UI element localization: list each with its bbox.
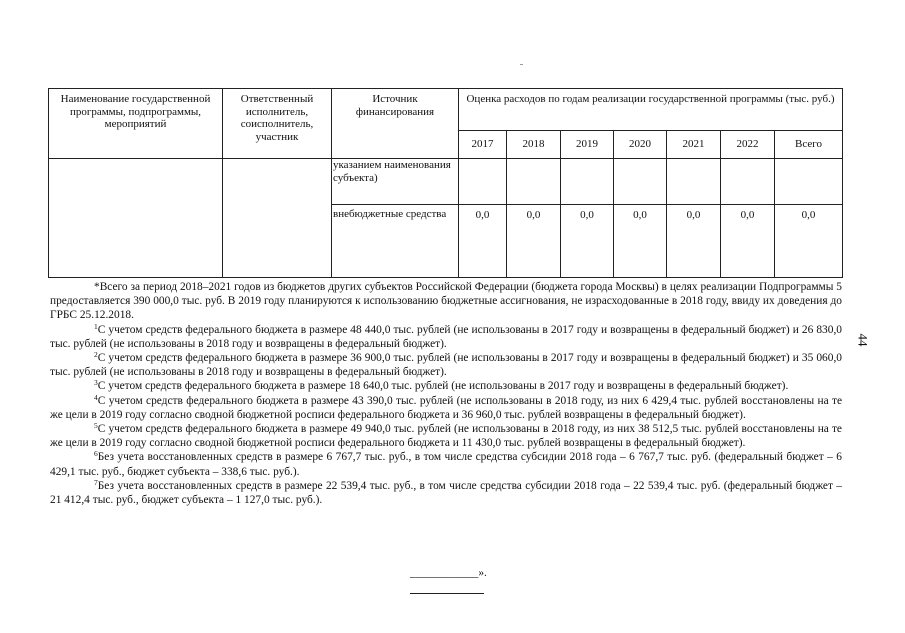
cell-value: 0,0	[459, 205, 507, 278]
header-source: Источник финансирования	[332, 89, 459, 159]
cell-value	[561, 159, 614, 205]
footnote-marker: 7	[94, 477, 98, 487]
footnote-marker: 5	[94, 421, 98, 431]
cell-value	[614, 159, 667, 205]
cell-value	[667, 159, 721, 205]
footnote-text: С учетом средств федерального бюджета в размере 49 940,0 тыс. рублей (не использованы в 2018 году, из них 38 512,5 тыс. рублей восстановлены на те же цели в 2019 году согласно сводной бюджетной росписи федерального бюджета и 11 430,0 тыс. рублей возвращены в федеральный бюджет).	[50, 423, 842, 450]
footnote	[50, 379, 842, 393]
footnote	[50, 450, 842, 478]
header-estimate: Оценка расходов по годам реализации государственной программы (тыс. руб.)	[459, 89, 843, 131]
cell-value	[507, 159, 561, 205]
footnote-text: *Всего за период 2018–2021 годов из бюджетов других субъектов Российской Федерации (бюджета города Москвы) в целях реализации Подпрограммы 5 предоставляется 390 000,0 тыс. руб. В 2019 году планируются к использованию бюджетные ассигнования, не израсходованные в 2018 году, ввиду их доведения до ГРБС 25.12.2018.	[50, 281, 842, 322]
cell-value: 0,0	[561, 205, 614, 278]
footnote-marker: 2	[94, 350, 98, 360]
cell-value: 0,0	[507, 205, 561, 278]
budget-table	[48, 88, 843, 278]
year-header: 2017	[459, 131, 507, 159]
cell-executor	[223, 159, 332, 278]
scan-mark	[520, 64, 523, 65]
footnote-text: С учетом средств федерального бюджета в размере 43 390,0 тыс. рублей (не использованы в 2018 году, из них 6 429,4 тыс. рублей восстановлены на те же цели в 2019 году согласно сводной бюджетной росписи федерального бюджета и 36 960,0 тыс. рублей возвращены в федеральный бюджет).	[50, 394, 842, 421]
cell-value: 0,0	[721, 205, 775, 278]
footnote	[50, 479, 842, 507]
footnote-marker: 4	[94, 392, 98, 402]
footnote-text: С учетом средств федерального бюджета в размере 48 440,0 тыс. рублей (не использованы в 2017 году и возвращены в федеральный бюджет) и 26 830,0 тыс. рублей (не использованы в 2018 году и возвращены в федеральный бюджет).	[50, 323, 842, 350]
header-executor: Ответственный исполнитель, соисполнитель, участник	[223, 89, 332, 159]
year-header-total: Всего	[775, 131, 843, 159]
closing-line: ____________».	[410, 567, 487, 579]
footnote-text: Без учета восстановленных средств в размере 22 539,4 тыс. руб., в том числе средства субсидии 2018 года – 22 539,4 тыс. руб. (федеральный бюджет – 21 412,4 тыс. руб., бюджет субъекта – 1 127,0 тыс. руб.).	[50, 479, 842, 507]
footnotes	[50, 280, 842, 507]
footnote	[50, 351, 842, 379]
cell-source: внебюджетные средства	[332, 205, 459, 278]
cell-value: 0,0	[667, 205, 721, 278]
cell-value: 0,0	[614, 205, 667, 278]
footnote-text: Без учета восстановленных средств в размере 6 767,7 тыс. руб., в том числе средства субсидии 2018 года – 6 767,7 тыс. руб. (федеральный бюджет – 6 429,1 тыс. руб., бюджет субъекта – 338,6 тыс. руб.).	[50, 451, 842, 478]
footnote	[50, 422, 842, 450]
cell-value	[459, 159, 507, 205]
year-header: 2021	[667, 131, 721, 159]
cell-value: 0,0	[775, 205, 843, 278]
cell-value	[775, 159, 843, 205]
footnote-marker: 1	[94, 321, 98, 331]
cell-value	[721, 159, 775, 205]
bottom-rule	[410, 593, 484, 594]
year-header: 2022	[721, 131, 775, 159]
table-row	[49, 159, 843, 205]
year-header: 2019	[561, 131, 614, 159]
cell-name	[49, 159, 223, 278]
cell-source: указанием наименования субъекта)	[332, 159, 459, 205]
footnote-marker: 3	[94, 378, 98, 388]
footnote	[50, 323, 842, 351]
footnote	[50, 394, 842, 422]
footnote-text: С учетом средств федерального бюджета в размере 18 640,0 тыс. рублей (не использованы в 2017 году и возвращены в федеральный бюджет).	[97, 380, 789, 393]
page-number: 44	[855, 333, 871, 347]
footnote-marker: 6	[94, 449, 98, 459]
footnote	[50, 280, 842, 323]
year-header: 2020	[614, 131, 667, 159]
footnote-text: С учетом средств федерального бюджета в размере 36 900,0 тыс. рублей (не использованы в 2017 году и возвращены в федеральный бюджет) и 35 060,0 тыс. рублей (не использованы в 2018 году и возвращены в федеральный бюджет).	[50, 352, 842, 379]
header-name: Наименование государственной программы, подпрограммы, мероприятий	[49, 89, 223, 159]
year-header: 2018	[507, 131, 561, 159]
